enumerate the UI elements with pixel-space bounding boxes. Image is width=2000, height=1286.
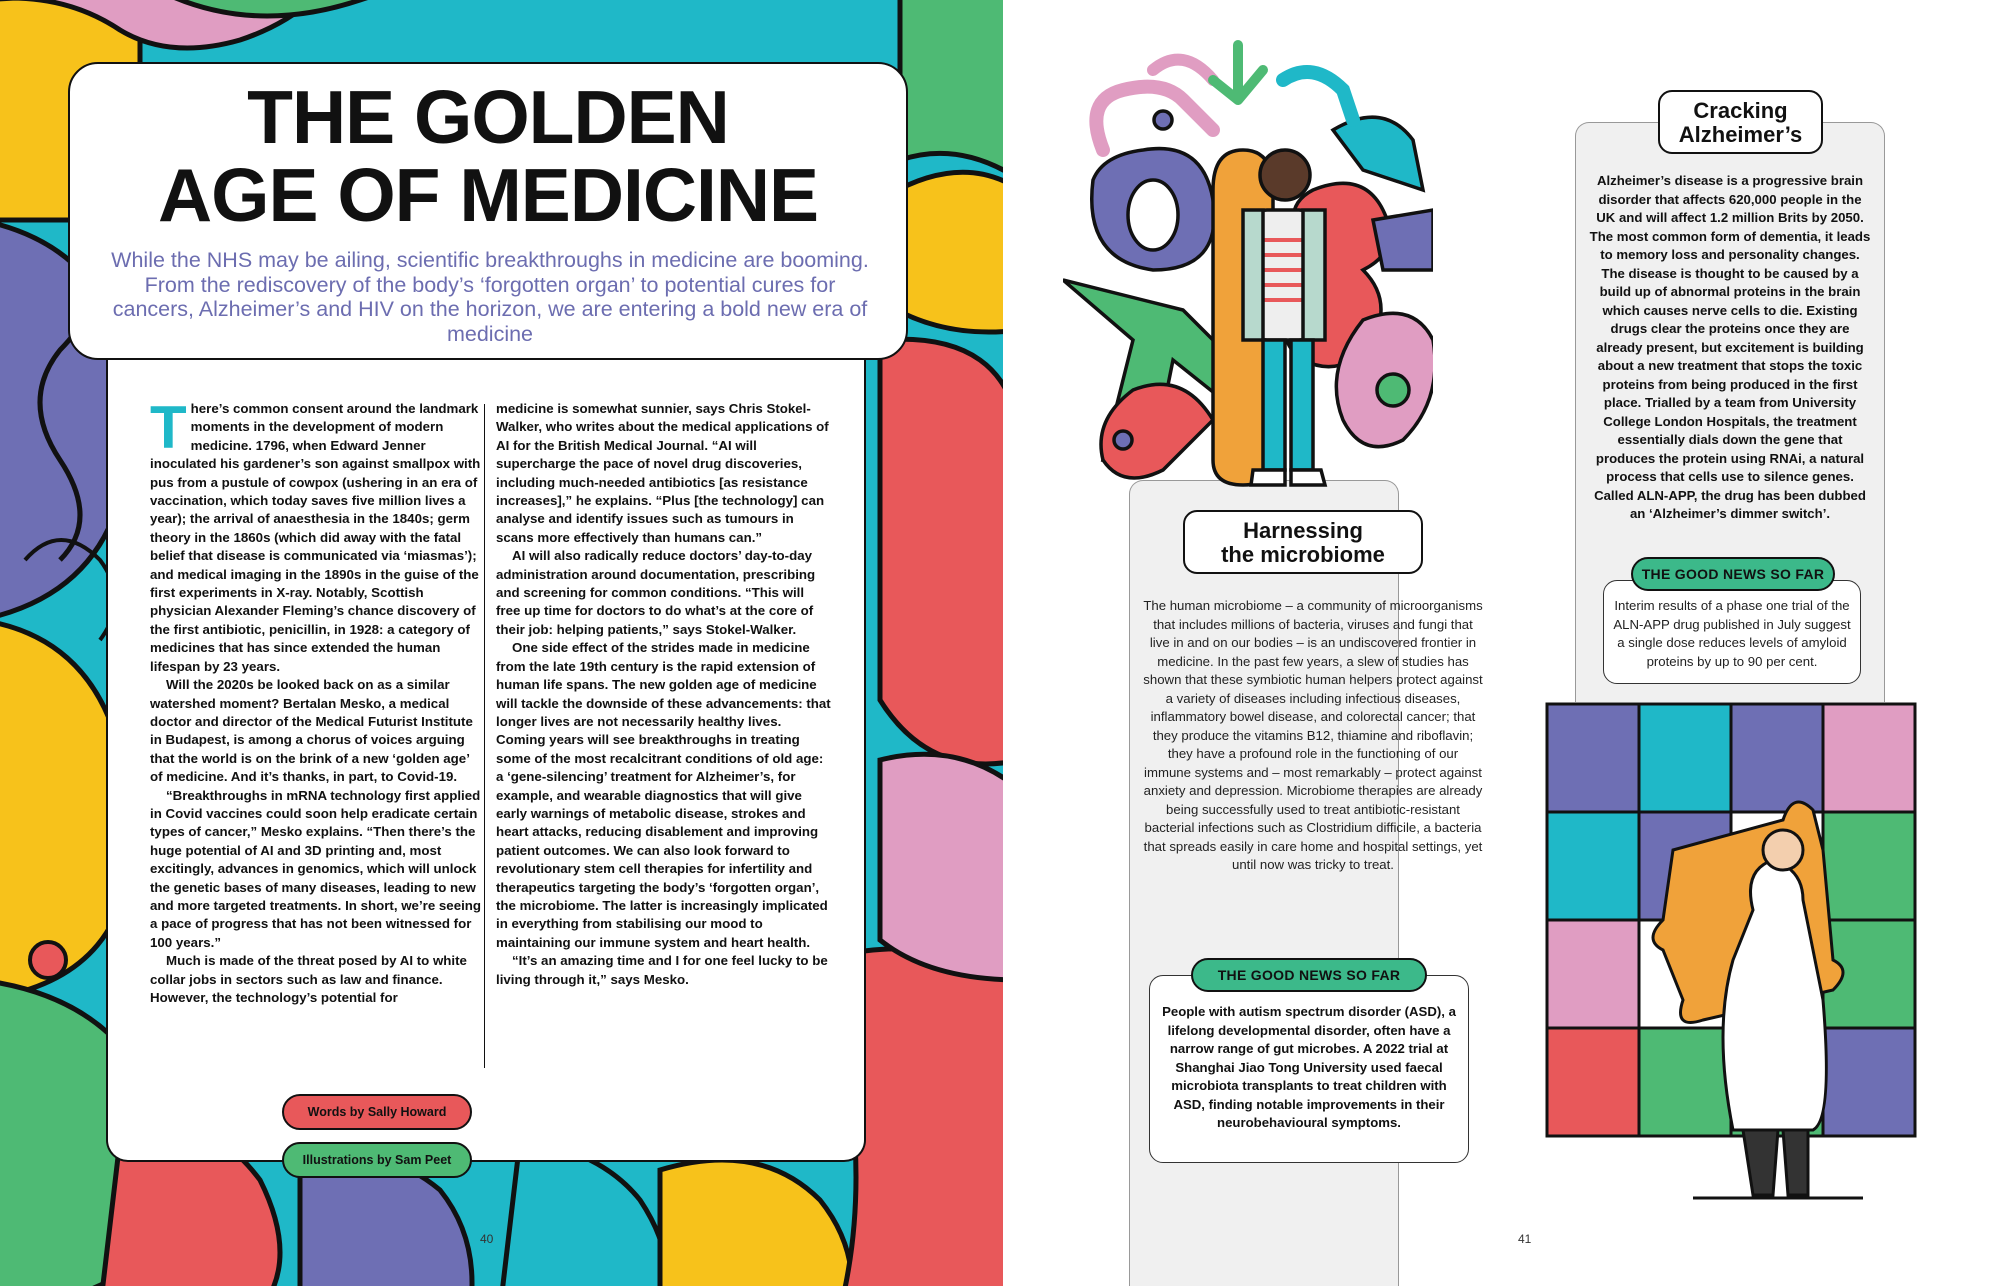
credit-illustrations-badge: Illustrations by Sam Peet bbox=[282, 1142, 472, 1178]
page-title bbox=[70, 75, 906, 237]
microbe-man-illustration bbox=[1063, 40, 1433, 500]
alzheimers-heading-line-1: Cracking bbox=[1693, 98, 1788, 123]
page-number-right: 41 bbox=[1518, 1232, 1532, 1246]
column-divider bbox=[484, 404, 485, 1068]
alzheimers-body: Alzheimer’s disease is a progressive brain disorder that affects 620,000 people in the UK and will affect 1.2 million Brits by 2050. The most common form of dementia, it leads to memory loss and personality changes. The disease is thought to be caused by a build up of abnormal proteins in the brain which causes nerve cells to die. Existing drugs clear the proteins once they are already present, but excitement is building about a new treatment that stops the toxic proteins from being produced in the first place. Trialled by a team from University College London Hospitals, the treatment essentially dials down the gene that produces the protein using RNAi, a natural process that cells use to silence genes. Called ALN-APP, the drug has been dubbed an ‘Alzheimer’s dimmer switch’. bbox=[1589, 173, 1871, 521]
microbiome-heading-line-1: Harnessing bbox=[1243, 518, 1363, 543]
paragraph: “Breakthroughs in mRNA technology first applied in Covid vaccines could soon help eradicate certain types of cancer,” Mesko explains. “Then there’s the huge potential of AI and 3D printing and, most excitingly, advances in genomics, which will unlock the genetic bases of many diseases, leading to new and more targeted treatments. In short, we’re seeing a pace of progress that has not been witnessed for 100 years.” bbox=[150, 787, 482, 950]
microbiome-good-news-text: People with autism spectrum disorder (ASD), a lifelong developmental disorder, often have a narrow range of gut microbes. A 2022 trial at Shanghai Jiao Tong University used faecal microbiota transplants to treat children with ASD, finding notable improvements in their neurobehavioural symptoms. bbox=[1162, 1004, 1456, 1130]
microbiome-body: The human microbiome – a community of microorganisms that includes millions of bacteria, viruses and fungi that live in and on our bodies – is an undiscovered frontier in medicine. In the past few years, a slew of studies has shown that these symbiotic human helpers protect against a variety of diseases including infectious diseases, inflammatory bowel disease, and colorectal cancer; that they produce the vitamins B12, thiamine and riboflavin; they have a profound role in the functioning of our immune systems and – most remarkably – protect against anxiety and depression. Microbiome therapies are already being successfully used to treat antibiotic-resistant bacterial infections such as Clostridium difficile, a bacteria that spreads easily in care home and hospital settings, yet until now was tricky to treat. bbox=[1143, 598, 1483, 872]
puzzle-doctor-illustration bbox=[1543, 700, 1923, 1200]
paragraph: Much is made of the threat posed by AI to white collar jobs in sectors such as law and finance. However, the technology’s potential for bbox=[150, 953, 467, 1005]
article-body-box bbox=[106, 360, 866, 1162]
paragraph bbox=[150, 394, 485, 676]
title-line-1: THE GOLDEN bbox=[247, 75, 729, 159]
drop-cap: T bbox=[150, 394, 187, 461]
page-number-left: 40 bbox=[480, 1232, 494, 1246]
alzheimers-heading bbox=[1658, 90, 1823, 154]
title-box bbox=[68, 62, 908, 360]
microbiome-heading-line-2: the microbiome bbox=[1221, 542, 1385, 567]
microbiome-heading bbox=[1183, 510, 1423, 574]
paragraph-text: here’s common consent around the landmark moments in the development of modern medicine. 1796, when Edward Jenner inoculated his gardener’s son against smallpox with pus from a pustule of cowpox (ushering in an era of vaccination, which today saves five million lives a year); the arrival of anaesthesia in the 1840s; germ theory in the 1860s (which did away with the fatal belief that disease is communicated via ‘miasmas’); and medical imaging in the 1890s in the guise of the first experiments in X-ray. Notably, Scottish physician Alexander Fleming’s chance discovery of the first antibiotic, penicillin, in 1928: a category of medicines that has since extended the human lifespan by 23 years. bbox=[150, 401, 481, 674]
paragraph: medicine is somewhat sunnier, says Chris Stokel-Walker, who writes about the medical applications of AI for the British Medical Journal. “AI will supercharge the pace of novel drug discoveries, including much-needed antibiotics [as resistance increases],” he explains. “Plus [the technology] can analyse and identify issues such as tumours in scans more effectively than humans can.” bbox=[496, 401, 829, 545]
credit-words-badge: Words by Sally Howard bbox=[282, 1094, 472, 1130]
right-page bbox=[1003, 0, 2000, 1286]
standfirst: While the NHS may be ailing, scientific breakthroughs in medicine are booming. From the rediscovery of the body’s ‘forgotten organ’ to potential cures for cancers, Alzheimer’s and HIV on the horizon, we are entering a bold new era of medicine bbox=[111, 248, 869, 346]
paragraph: Will the 2020s be looked back on as a similar watershed moment? Bertalan Mesko, a medical doctor and director of the Medical Futurist Institute in Budapest, is among a chorus of voices arguing that the world is on the brink of a new ‘golden age’ of medicine. And it’s thanks, in part, to Covid-19. bbox=[150, 677, 473, 785]
alzheimers-good-news-pill: THE GOOD NEWS SO FAR bbox=[1631, 557, 1835, 591]
article-column-2 bbox=[496, 400, 831, 989]
paragraph: One side effect of the strides made in medicine from the late 19th century is the rapid extension of human life spans. The new golden age of medicine will tackle the downside of these advancements: that longer lives are not necessarily healthy lives. Coming years will see breakthroughs in treating some of the most recalcitrant conditions of old age: a ‘gene-silencing’ treatment for Alzheimer’s, for example, and wearable diagnostics that will give early warnings of metabolic disease, strokes and heart attacks, reducing disablement and improving patient outcomes. We can also look forward to revolutionary stem cell therapies for infertility and therapeutics targeting the body’s ‘forgotten organ’, the microbiome. The latter is increasingly implicated in everything from stabilising our mood to maintaining our immune system and heart health. bbox=[496, 640, 831, 950]
paragraph: “It’s an amazing time and I for one feel lucky to be living through it,” says Mesko. bbox=[496, 953, 828, 987]
alzheimers-good-news-text: Interim results of a phase one trial of the ALN-APP drug published in July suggest a single dose reduces levels of amyloid proteins by up to 90 per cent. bbox=[1613, 598, 1851, 669]
alzheimers-heading-line-2: Alzheimer’s bbox=[1678, 122, 1803, 147]
title-line-2: AGE OF MEDICINE bbox=[157, 153, 819, 237]
microbiome-good-news-pill: THE GOOD NEWS SO FAR bbox=[1191, 958, 1427, 992]
article-column-1 bbox=[150, 394, 485, 1007]
paragraph: AI will also radically reduce doctors’ day-to-day administration around documentation, prescribing and screening for common conditions. “This will free up time for doctors to do what’s at the core of their job: helping patients,” says Stokel-Walker. bbox=[496, 548, 816, 637]
